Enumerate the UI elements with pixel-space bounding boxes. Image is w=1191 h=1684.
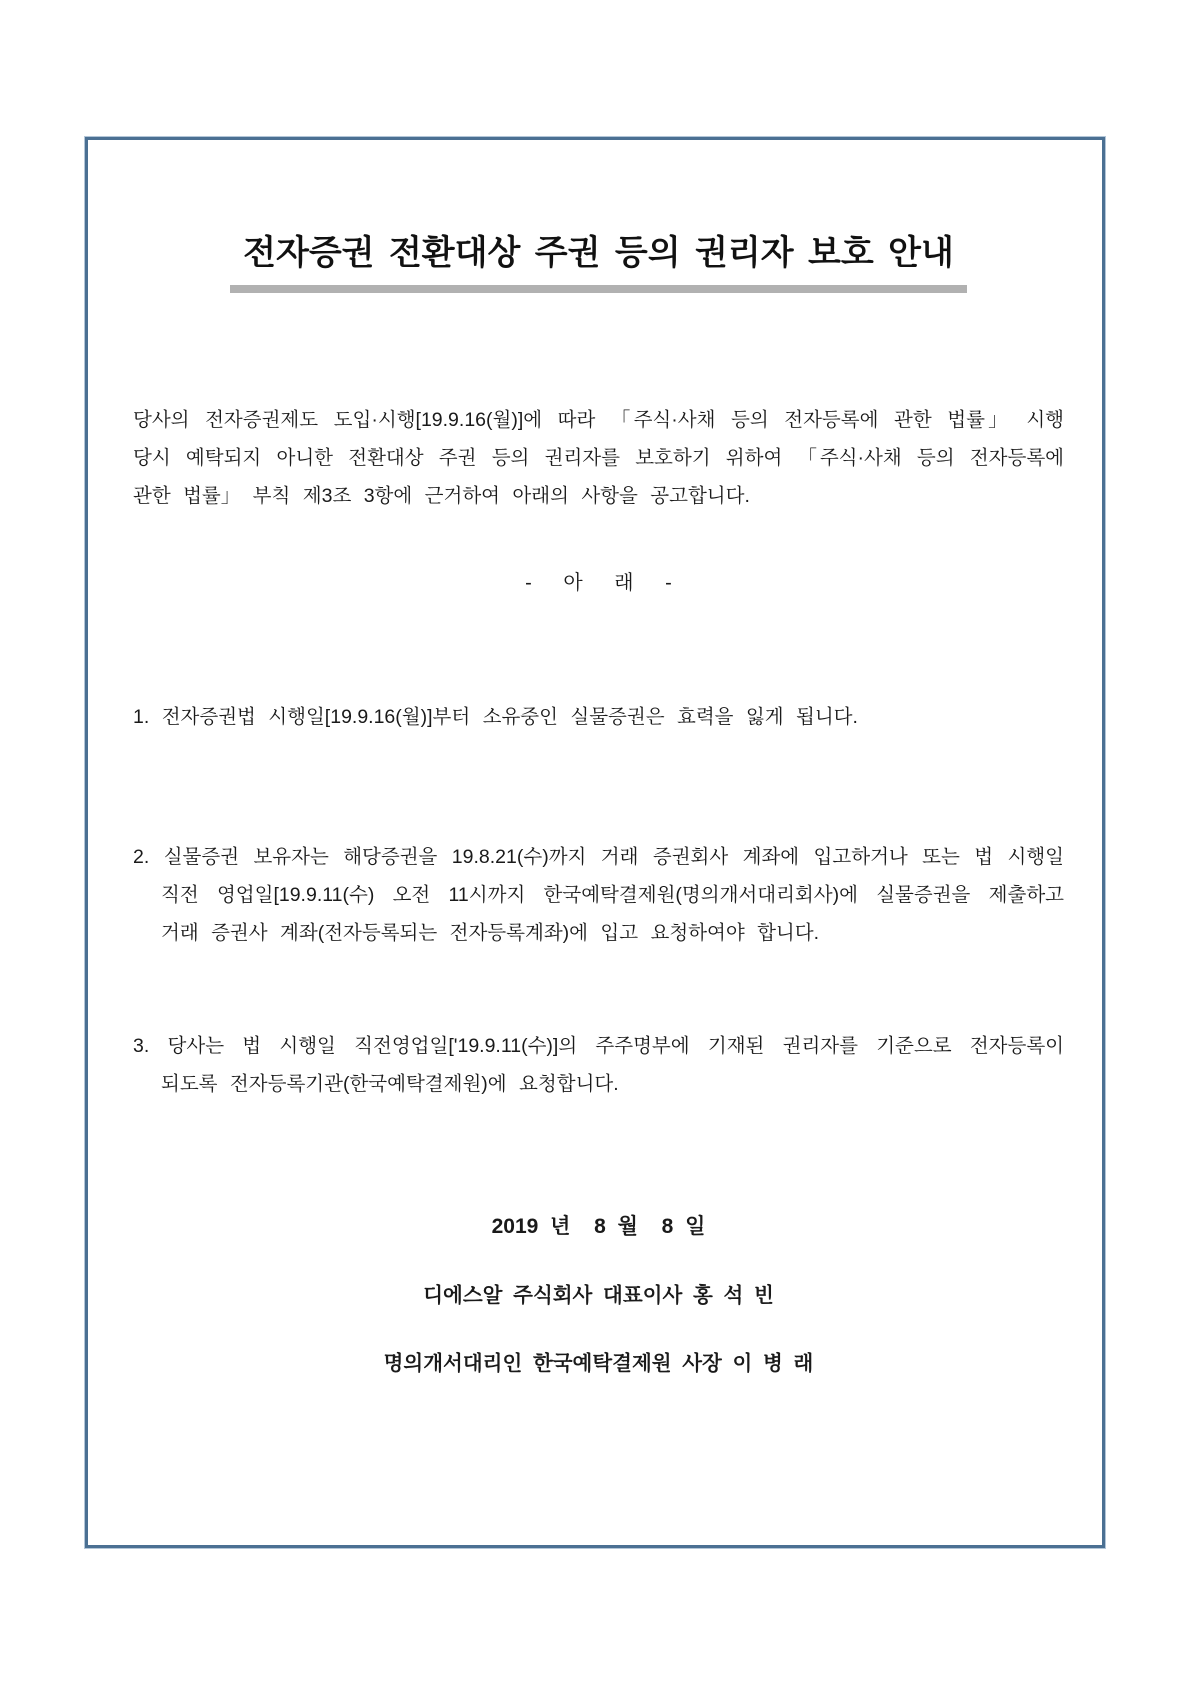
title-underline-bar [230,285,967,293]
list-item-number: 3. [133,1035,150,1057]
list-item-number: 2. [133,846,150,868]
list-item-text: 당사는 법 시행일 직전영업일['19.9.11(수)]의 주주명부에 기재된 권리자를 기준으로 전자등록이 되도록 전자등록기관(한국예탁결제원)에 요청합니다. [161,1035,1065,1095]
notice-border-frame [85,137,1105,1548]
list-item [133,1027,1064,1103]
notice-date: 2019 년 8 월 8 일 [491,1215,706,1238]
list-item [133,698,1064,736]
list-item [133,838,1064,952]
intro-paragraph: 당사의 전자증권제도 도입·시행[19.9.16(월)]에 따라 「주식·사채 등의 전자등록에 관한 법률」 시행 당시 예탁되지 아니한 전환대상 주권 등의 권리자를 보호하기 위하여 「주식·사채 등의 전자등록에 관한 법률」 부칙 제3조 3항에 근거하여 아래의 사항을 공고합니다. [133,409,1064,507]
list-item-number: 1. [133,706,150,728]
page-title: 전자증권 전환대상 주권 등의 권리자 보호 안내 [243,234,954,272]
below-divider-label: - 아 래 - [525,572,672,594]
list-item-text: 전자증권법 시행일[19.9.16(월)]부터 소유중인 실물증권은 효력을 잃게 됩니다. [161,706,858,728]
signature-transfer-agent: 명의개서대리인 한국예탁결제원 사장 이 병 래 [383,1352,814,1375]
notice-content [88,140,1102,1384]
notice-item-list [133,698,1064,1103]
signature-company: 디에스알 주식회사 대표이사 홍 석 빈 [423,1284,774,1307]
list-item-text: 실물증권 보유자는 해당증권을 19.8.21(수)까지 거래 증권회사 계좌에 입고하거나 또는 법 시행일 직전 영업일[19.9.11(수) 오전 11시까지 한국예탁결제원(명의개서대리회사)에 실물증권을 제출하고 거래 증권사 계좌(전자등록되는 전자등록계좌)에 입고 요청하여야 합니다. [161,846,1065,944]
